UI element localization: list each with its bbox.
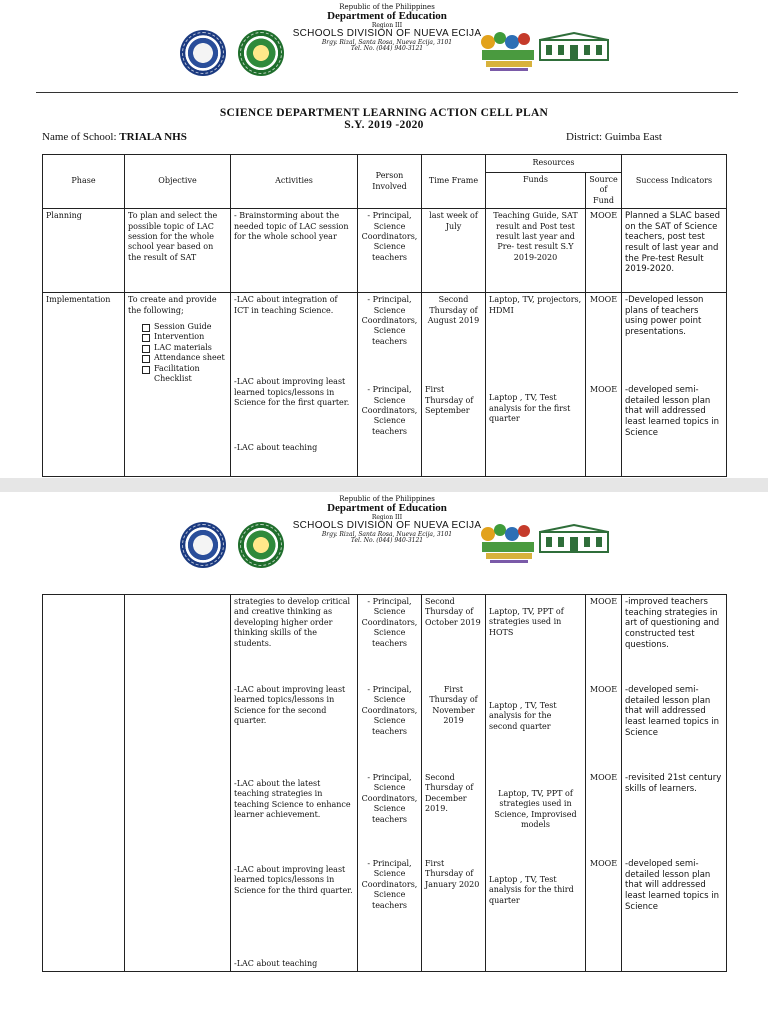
document-page-2 <box>0 492 768 1024</box>
division-building-logo <box>538 32 610 62</box>
success-text: -revisited 21st century skills of learners. <box>625 773 722 794</box>
person-text: - Principal, Science Coordinators, Science teachers <box>361 597 418 648</box>
time-text: First Thursday of September <box>425 385 474 415</box>
header-activities: Activities <box>231 155 358 209</box>
district-name: Guimba East <box>604 131 662 143</box>
activity-text: -LAC about improving least learned topics/lessons in Science for the third quarter. <box>234 865 353 895</box>
objective-intro: To create and provide the following; <box>128 295 217 315</box>
source-cell <box>586 595 622 972</box>
deped-seal-logo <box>180 30 226 76</box>
source-cell <box>586 293 622 477</box>
school-name: TRIALA NHS <box>119 131 187 143</box>
checklist-item: Facilitation Checklist <box>142 364 227 385</box>
funds-text: Laptop, TV, projectors, HDMI <box>489 295 582 315</box>
division-line: SCHOOLS DIVISION OF NUEVA ECIJA <box>292 28 482 40</box>
success-text: -improved teachers teaching strategies in art of questioning and constructed test questions. <box>625 597 720 650</box>
division-building-logo <box>538 524 610 554</box>
department-line: Department of Education <box>327 10 447 23</box>
checklist-item: LAC materials <box>142 343 227 353</box>
activity-text: -LAC about integration of ICT in teaching Science. <box>234 295 338 315</box>
source-text: MOOE <box>589 597 618 606</box>
success-text: -developed semi-detailed lesson plan that will addressed least learned topics in Science <box>625 385 719 438</box>
address-line: Brgy. Rizal, Santa Rosa, Nueva Ecija, 3101 <box>321 530 453 538</box>
activity-text: strategies to develop critical and creative thinking as developing higher order thinking skills of the students. <box>234 597 351 648</box>
success-text: -developed semi-detailed lesson plan that will addressed least learned topics in Science <box>625 859 719 912</box>
header-funds: Funds <box>486 173 586 209</box>
lac-plan-table-continued <box>42 594 727 972</box>
header-phase: Phase <box>43 155 125 209</box>
source-text: MOOE <box>589 385 618 395</box>
funds-text: Laptop, TV, PPT of strategies used in Science, Improvised models <box>494 789 577 830</box>
letterhead-text <box>292 496 482 544</box>
source-text: MOOE <box>589 685 618 694</box>
checklist-item: Session Guide <box>142 322 227 332</box>
checklist-item: Intervention <box>142 332 227 342</box>
success-cell <box>622 293 727 477</box>
source-text: MOOE <box>589 859 618 868</box>
person-cell <box>358 293 422 477</box>
success-text: -Developed lesson plans of teachers using power point presentations. <box>625 295 704 338</box>
telephone-line: Tel. No. (044) 940-3121 <box>350 44 424 52</box>
success-cell <box>622 595 727 972</box>
activity-text: -LAC about the latest teaching strategies in teaching Science to enhance learner achievement. <box>234 779 351 820</box>
person-text: - Principal, Science Coordinators, Science teachers <box>361 859 418 910</box>
funds-cell <box>486 293 586 477</box>
breaking-heights-logo <box>474 30 544 76</box>
header-person: Person Involved <box>358 155 422 209</box>
funds-text: Laptop , TV, Test analysis for the second quarter <box>489 701 557 731</box>
phase-cell: Implementation <box>43 293 125 477</box>
activity-text: -LAC about teaching <box>234 443 318 453</box>
person-cell: - Principal, Science Coordinators, Science teachers <box>358 209 422 293</box>
letterhead <box>0 492 768 578</box>
time-text: First Thursday of January 2020 <box>425 859 480 889</box>
document-page-1 <box>0 0 768 478</box>
phase-cell: Planning <box>43 209 125 293</box>
checklist-item: Attendance sheet <box>142 353 227 363</box>
activity-cell <box>231 293 358 477</box>
department-line: Department of Education <box>327 502 447 515</box>
school-year: S.Y. 2019 -2020 <box>344 119 424 131</box>
source-cell: MOOE <box>586 209 622 293</box>
funds-text: Laptop , TV, Test analysis for the third quarter <box>489 875 574 905</box>
person-cell <box>358 595 422 972</box>
republic-line: Republic of the Philippines <box>339 495 435 503</box>
source-text: MOOE <box>589 773 618 782</box>
funds-text: Laptop , TV, Test analysis for the first quarter <box>489 393 571 423</box>
time-text: First Thursday of November 2019 <box>429 685 478 726</box>
funds-cell <box>486 595 586 972</box>
header-source: Source of Fund <box>586 173 622 209</box>
sdo-seal-logo <box>238 30 284 76</box>
district-label: District: <box>566 131 603 143</box>
funds-cell: Teaching Guide, SAT result and Post test result last year and Pre- test result S.Y 2019-2020 <box>486 209 586 293</box>
time-text: Second Thursday of October 2019 <box>425 597 481 627</box>
funds-text: Laptop, TV, PPT of strategies used in HOTS <box>489 607 564 637</box>
person-text: - Principal, Science Coordinators, Science teachers <box>361 773 418 824</box>
time-cell <box>422 595 486 972</box>
school-label: Name of School: <box>42 131 117 143</box>
sdo-seal-logo <box>238 522 284 568</box>
activity-text: -LAC about improving least learned topics/lessons in Science for the first quarter. <box>234 377 350 407</box>
school-line <box>42 131 187 143</box>
time-text: Second Thursday of August 2019 <box>427 295 480 325</box>
page-gap <box>0 478 768 492</box>
time-text: Second Thursday of December 2019. <box>425 773 474 814</box>
deped-seal-logo <box>180 522 226 568</box>
success-text: -developed semi-detailed lesson plan that will addressed least learned topics in Science <box>625 685 719 738</box>
person-text: - Principal, Science Coordinators, Science teachers <box>361 385 418 436</box>
time-cell: last week of July <box>422 209 486 293</box>
objective-cell <box>125 293 231 477</box>
table-row <box>43 209 727 293</box>
table-row <box>43 595 727 972</box>
activity-text: -LAC about improving least learned topics/lessons in Science for the second quarter. <box>234 685 346 726</box>
document-title: SCIENCE DEPARTMENT LEARNING ACTION CELL PLAN <box>219 107 549 119</box>
activity-cell: - Brainstorming about the needed topic of LAC session for the whole school year <box>231 209 358 293</box>
division-line: SCHOOLS DIVISION OF NUEVA ECIJA <box>292 520 482 532</box>
phase-cell <box>43 595 125 972</box>
time-cell <box>422 293 486 477</box>
activity-text: -LAC about teaching <box>234 959 318 968</box>
letterhead <box>0 0 768 86</box>
republic-line: Republic of the Philippines <box>339 3 435 11</box>
objective-cell: To plan and select the possible topic of LAC session for the whole school year based on the result of SAT <box>125 209 231 293</box>
letterhead-text <box>292 4 482 52</box>
header-success: Success Indicators <box>622 155 727 209</box>
header-resources: Resources <box>486 155 622 173</box>
region-line: Region III <box>371 21 403 29</box>
header-time: Time Frame <box>422 155 486 209</box>
objective-cell <box>125 595 231 972</box>
success-cell: Planned a SLAC based on the SAT of Science teachers, post test result of last year and the Pre-test Result 2019-2020. <box>622 209 727 293</box>
table-row <box>43 293 727 477</box>
breaking-heights-logo <box>474 522 544 568</box>
address-line: Brgy. Rizal, Santa Rosa, Nueva Ecija, 3101 <box>321 38 453 46</box>
region-line: Region III <box>371 513 403 521</box>
person-text: - Principal, Science Coordinators, Science teachers <box>361 295 418 346</box>
header-divider <box>36 92 738 93</box>
lac-plan-table <box>42 154 727 477</box>
header-objective: Objective <box>125 155 231 209</box>
activity-cell <box>231 595 358 972</box>
source-text: MOOE <box>589 295 618 305</box>
district-line <box>566 131 662 143</box>
telephone-line: Tel. No. (044) 940-3121 <box>350 536 424 544</box>
person-text: - Principal, Science Coordinators, Science teachers <box>361 685 418 736</box>
objective-checklist <box>128 322 227 384</box>
